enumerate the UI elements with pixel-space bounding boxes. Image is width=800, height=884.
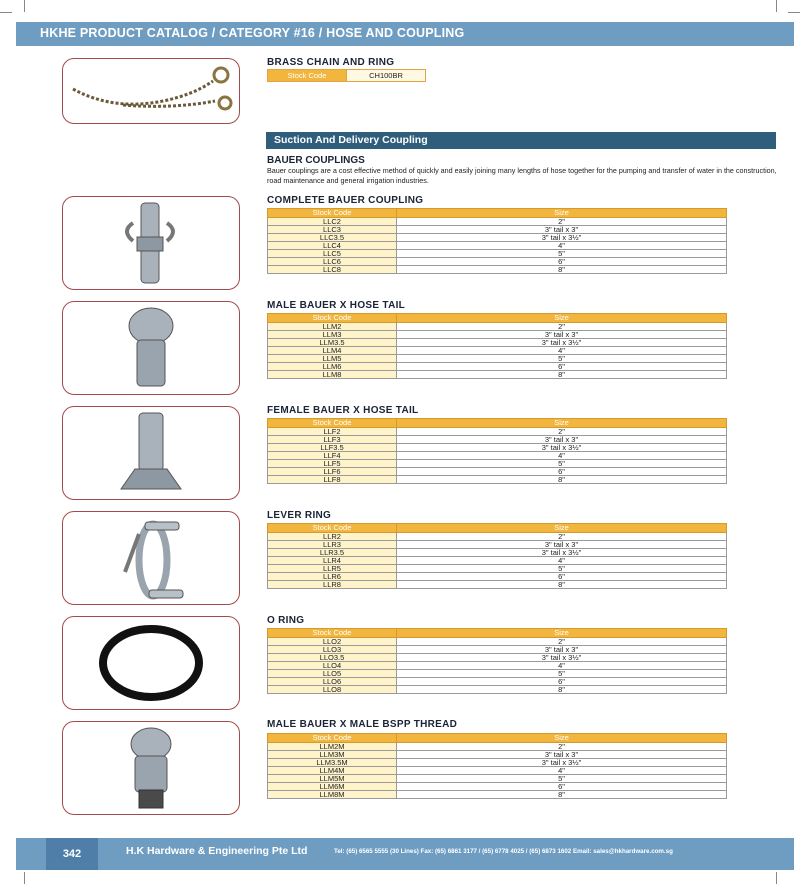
stock-code-cell: LLC8 [268,266,397,274]
stock-code-cell: LLC6 [268,258,397,266]
size-cell: 3" tail x 3" [397,226,727,234]
stock-code-cell: LLO4 [268,662,397,670]
size-cell: 3" tail x 3½" [397,549,727,557]
chain-stock-code [267,69,426,82]
o-ring-photo [62,616,240,710]
col-header-stock-code: Stock Code [268,629,397,638]
male-bauer-photo [62,301,240,395]
col-header-size: Size [397,314,727,323]
chain-photo [62,58,240,124]
size-cell: 3" tail x 3½" [397,654,727,662]
male-bauer-image [63,302,239,394]
crop-mark [0,12,12,13]
female-bauer-image [63,407,239,499]
stock-code-label: Stock Code [268,70,346,81]
size-cell: 3" tail x 3½" [397,234,727,242]
size-cell: 2" [397,743,727,751]
size-cell: 5" [397,670,727,678]
col-header-size: Size [397,209,727,218]
stock-code-cell: LLC3.5 [268,234,397,242]
crop-mark [24,0,25,12]
size-cell: 4" [397,767,727,775]
col-header-stock-code: Stock Code [268,314,397,323]
size-cell: 4" [397,347,727,355]
page-title: HKHE PRODUCT CATALOG / CATEGORY #16 / HOSE AND COUPLING [40,26,465,40]
product-title: FEMALE BAUER X HOSE TAIL [267,405,419,416]
size-cell: 8" [397,266,727,274]
stock-code-cell: LLR4 [268,557,397,565]
size-cell: 5" [397,565,727,573]
stock-code-cell: LLM8 [268,371,397,379]
stock-code-cell: LLM4M [268,767,397,775]
male-bspp-image [63,722,239,814]
stock-code-cell: LLR3.5 [268,549,397,557]
size-cell: 2" [397,533,727,541]
stock-code-cell: LLM3.5M [268,759,397,767]
table-row [268,686,727,694]
size-cell: 8" [397,581,727,589]
spec-table-lever-ring [267,523,727,589]
stock-code-cell: LLM5 [268,355,397,363]
chain-image [63,59,239,123]
stock-code-cell: LLR5 [268,565,397,573]
stock-code-cell: LLR8 [268,581,397,589]
size-cell: 8" [397,371,727,379]
crop-mark [788,12,800,13]
stock-code-cell: LLF6 [268,468,397,476]
size-cell: 4" [397,662,727,670]
stock-code-cell: LLM6 [268,363,397,371]
lever-ring-photo [62,511,240,605]
spec-table-male-bspp [267,733,727,799]
table-row [268,791,727,799]
stock-code-cell: LLF3 [268,436,397,444]
stock-code-cell: LLM2 [268,323,397,331]
table-row [268,371,727,379]
stock-code-cell: LLR3 [268,541,397,549]
stock-code-cell: LLM6M [268,783,397,791]
size-cell: 6" [397,363,727,371]
size-cell: 2" [397,638,727,646]
size-cell: 8" [397,476,727,484]
product-title: MALE BAUER X HOSE TAIL [267,300,406,311]
complete-coupling-image [63,197,239,289]
size-cell: 5" [397,460,727,468]
section-subtitle: BAUER COUPLINGS [267,155,365,166]
size-cell: 6" [397,468,727,476]
col-header-size: Size [397,734,727,743]
size-cell: 3" tail x 3" [397,646,727,654]
stock-code-cell: LLO8 [268,686,397,694]
size-cell: 2" [397,428,727,436]
size-cell: 3" tail x 3" [397,436,727,444]
stock-code-cell: LLC4 [268,242,397,250]
stock-code-cell: LLO3 [268,646,397,654]
page-number: 342 [46,838,98,870]
size-cell: 5" [397,250,727,258]
product-title: LEVER RING [267,510,332,521]
stock-code-cell: LLM5M [268,775,397,783]
size-cell: 2" [397,323,727,331]
stock-code-cell: LLM8M [268,791,397,799]
stock-code-cell: LLM4 [268,347,397,355]
stock-code-cell: LLC2 [268,218,397,226]
col-header-size: Size [397,524,727,533]
stock-code-cell: LLM3 [268,331,397,339]
stock-code-cell: LLR6 [268,573,397,581]
col-header-stock-code: Stock Code [268,419,397,428]
section-description: Bauer couplings are a cost effective method of quickly and easily joining many lengths of hose together for the pumping and transfer of water in the construction, road maintenance and general irrigation industries. [267,166,777,185]
stock-code-value: CH100BR [346,70,425,81]
stock-code-cell: LLM3.5 [268,339,397,347]
size-cell: 4" [397,452,727,460]
size-cell: 4" [397,242,727,250]
col-header-size: Size [397,419,727,428]
spec-table-female-bauer [267,418,727,484]
spec-table-complete-coupling [267,208,727,274]
table-row [268,581,727,589]
stock-code-cell: LLM2M [268,743,397,751]
chain-title: BRASS CHAIN AND RING [267,57,395,68]
size-cell: 3" tail x 3½" [397,759,727,767]
company-name: H.K Hardware & Engineering Pte Ltd [126,845,308,857]
size-cell: 3" tail x 3½" [397,339,727,347]
size-cell: 8" [397,791,727,799]
size-cell: 2" [397,218,727,226]
size-cell: 3" tail x 3" [397,751,727,759]
table-row [268,476,727,484]
stock-code-cell: LLF8 [268,476,397,484]
o-ring-image [63,617,239,709]
stock-code-cell: LLO5 [268,670,397,678]
female-bauer-photo [62,406,240,500]
size-cell: 6" [397,678,727,686]
spec-table-o-ring [267,628,727,694]
size-cell: 3" tail x 3" [397,331,727,339]
complete-coupling-photo [62,196,240,290]
size-cell: 6" [397,783,727,791]
size-cell: 8" [397,686,727,694]
col-header-size: Size [397,629,727,638]
crop-mark [776,872,777,884]
stock-code-cell: LLF2 [268,428,397,436]
size-cell: 3" tail x 3" [397,541,727,549]
stock-code-cell: LLO2 [268,638,397,646]
col-header-stock-code: Stock Code [268,209,397,218]
spec-table-male-bauer [267,313,727,379]
size-cell: 5" [397,775,727,783]
stock-code-cell: LLC5 [268,250,397,258]
product-title: COMPLETE BAUER COUPLING [267,195,424,206]
size-cell: 4" [397,557,727,565]
male-bspp-photo [62,721,240,815]
product-title: O RING [267,615,305,626]
crop-mark [24,872,25,884]
stock-code-cell: LLF3.5 [268,444,397,452]
col-header-stock-code: Stock Code [268,524,397,533]
col-header-stock-code: Stock Code [268,734,397,743]
size-cell: 5" [397,355,727,363]
stock-code-cell: LLF4 [268,452,397,460]
stock-code-cell: LLO6 [268,678,397,686]
table-row [268,266,727,274]
stock-code-cell: LLM3M [268,751,397,759]
size-cell: 3" tail x 3½" [397,444,727,452]
size-cell: 6" [397,573,727,581]
stock-code-cell: LLO3.5 [268,654,397,662]
contact-info: Tel: (65) 6565 5555 (30 Lines) Fax: (65) 6861 3177 / (65) 6778 4025 / (65) 6873 1602 Email: sales@hkhardware.com.sg [334,848,673,855]
product-title: MALE BAUER X MALE BSPP THREAD [267,719,458,730]
lever-ring-image [63,512,239,604]
size-cell: 6" [397,258,727,266]
section-bar: Suction And Delivery Coupling [266,132,776,149]
crop-mark [776,0,777,12]
stock-code-cell: LLC3 [268,226,397,234]
stock-code-cell: LLR2 [268,533,397,541]
stock-code-cell: LLF5 [268,460,397,468]
